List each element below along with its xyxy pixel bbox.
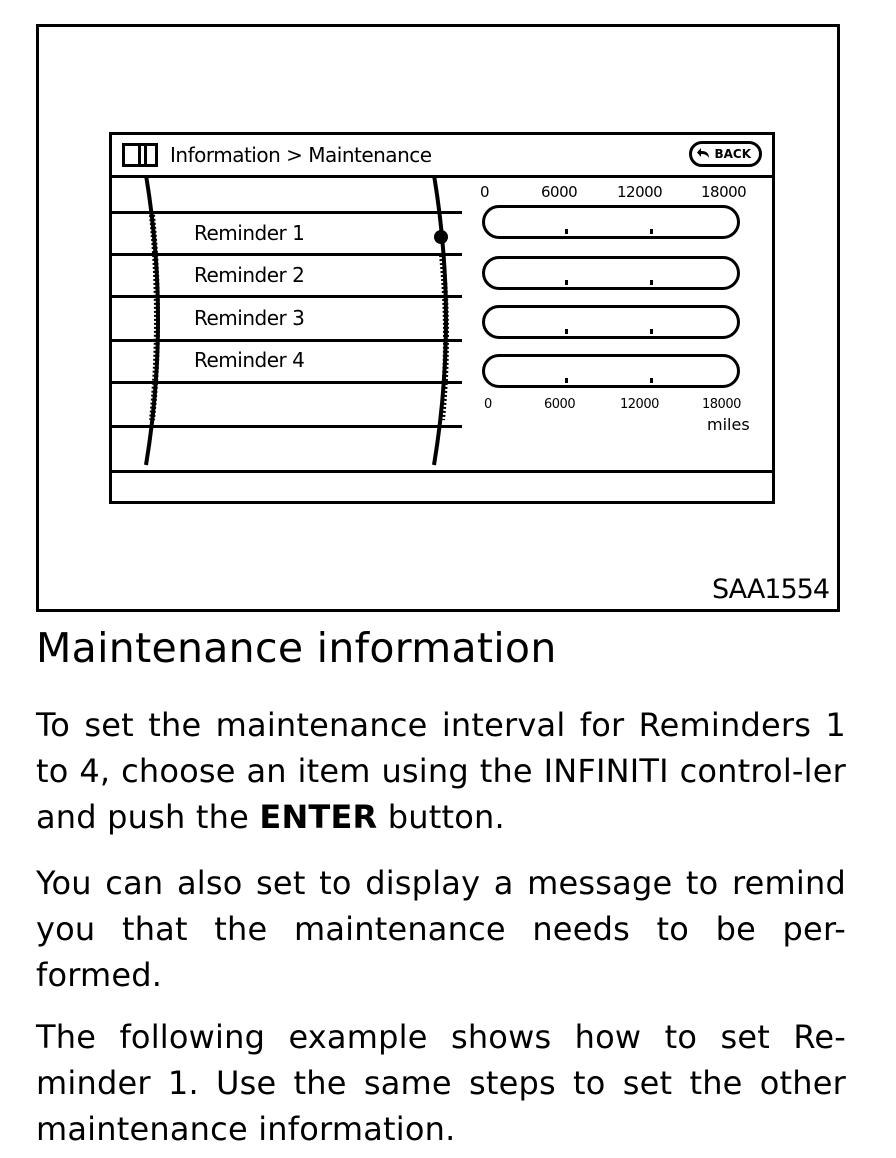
back-button[interactable]: [689, 141, 762, 167]
paragraph-set-interval: [36, 702, 846, 840]
scale-top-0: 0: [480, 183, 490, 201]
scale-top-6000: 6000: [541, 183, 578, 201]
paragraph-text: To set the maintenance interval for Reminders 1 to 4, choose an item using the INFINITI control-ler and push the: [36, 706, 846, 836]
section-heading: Maintenance information: [36, 624, 557, 672]
enter-button-term: ENTER: [259, 798, 378, 836]
back-arrow-icon: [696, 147, 712, 161]
scale-top-18000: 18000: [701, 183, 747, 201]
bar-tick: [565, 378, 568, 383]
reminder-item-2[interactable]: Reminder 2: [194, 263, 305, 287]
bar-tick: [650, 378, 653, 383]
paragraph-text: button.: [377, 798, 505, 836]
information-icon: [122, 143, 158, 167]
paragraph-example: The following example shows how to set Re-minder 1. Use the same steps to set the other maintenance information.: [36, 1018, 846, 1148]
bar-tick: [650, 280, 653, 285]
distance-unit-label: miles: [707, 415, 750, 434]
reminder-item-3[interactable]: Reminder 3: [194, 306, 305, 330]
figure-frame: [36, 24, 840, 612]
reminder-4-interval-bar: [482, 354, 740, 388]
bar-tick: [565, 329, 568, 334]
display-screen: [109, 132, 775, 504]
reminder-item-1[interactable]: Reminder 1: [194, 221, 305, 245]
scale-bottom-18000: 18000: [702, 397, 741, 412]
screen-header: [112, 135, 772, 178]
paragraph-reminder-message: You can also set to display a message to remind you that the maintenance needs to be per-formed.: [36, 864, 846, 994]
bar-tick: [650, 329, 653, 334]
figure-code: SAA1554: [711, 574, 829, 605]
menu-frame-curves: [112, 175, 472, 470]
reminder-1-interval-bar: [482, 205, 740, 239]
back-button-label: BACK: [714, 147, 751, 161]
scale-bottom-12000: 12000: [620, 397, 659, 412]
bar-tick: [565, 280, 568, 285]
breadcrumb: Information > Maintenance: [170, 143, 432, 167]
scale-bottom-0: 0: [484, 397, 492, 412]
scale-top-12000: 12000: [617, 183, 663, 201]
bar-tick: [650, 229, 653, 234]
screen-footer-divider: [112, 470, 772, 473]
scale-bottom-6000: 6000: [544, 397, 576, 412]
reminder-2-interval-bar: [482, 256, 740, 290]
reminder-3-interval-bar: [482, 305, 740, 339]
reminder-item-4[interactable]: Reminder 4: [194, 348, 305, 372]
bar-tick: [565, 229, 568, 234]
